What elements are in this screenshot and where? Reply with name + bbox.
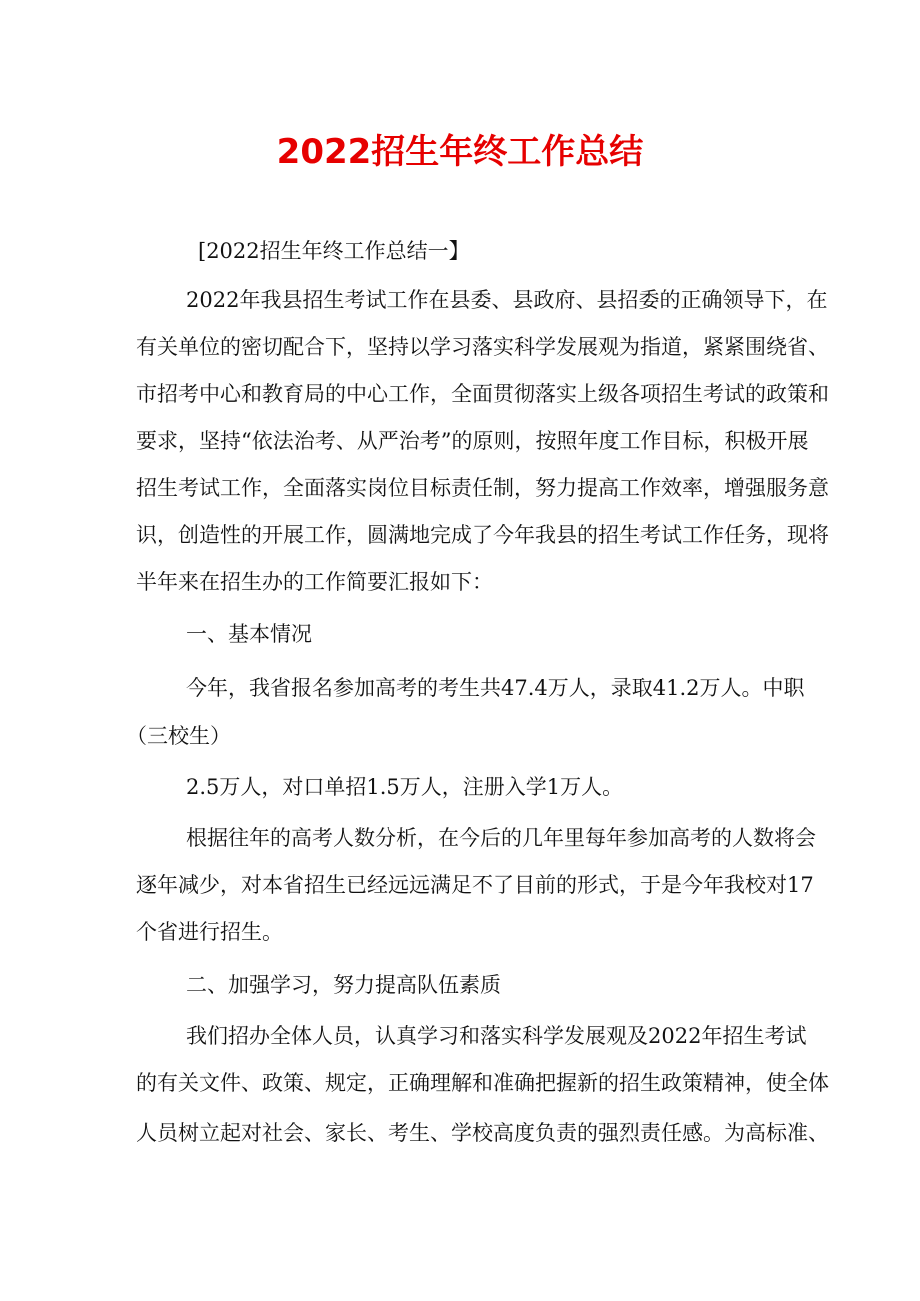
paragraph-line: 有关单位的密切配合下，坚持以学习落实科学发展观为指道，紧紧围绕省、 [136,335,829,359]
paragraph-line: 半年来在招生办的工作简要汇报如下： [136,570,493,594]
section-heading: 二、加强学习，努力提高队伍素质 [186,973,501,997]
paragraph-line: （三校生） [126,724,231,748]
paragraph-line: 招生考试工作，全面落实岗位目标责任制，努力提高工作效率，增强服务意 [136,476,829,500]
paragraph-line: 2.5万人，对口单招1.5万人，注册入学1万人。 [186,775,624,799]
paragraph-line: 今年，我省报名参加高考的考生共47.4万人，录取41.2万人。中职 [186,676,805,700]
paragraph-line: 识，创造性的开展工作，圆满地完成了今年我县的招生考试工作任务，现将 [136,523,829,547]
paragraph-line: 2022年我县招生考试工作在县委、县政府、县招委的正确领导下，在 [186,288,828,312]
section-heading: 一、基本情况 [186,622,312,646]
paragraph-line: 根据往年的高考人数分析，在今后的几年里每年参加高考的人数将会 [186,826,816,850]
document-title: 2022招生年终工作总结 [276,132,644,172]
paragraph-line: 个省进行招生。 [136,920,283,944]
section-subtitle: [2022招生年终工作总结一】 [198,239,470,263]
paragraph-line: 逐年减少，对本省招生已经远远满足不了目前的形式，于是今年我校对17 [136,873,814,897]
paragraph-line: 要求，坚持“依法治考、从严治考”的原则，按照年度工作目标，积极开展 [136,429,809,453]
paragraph-line: 人员树立起对社会、家长、考生、学校高度负责的强烈责任感。为高标准、 [136,1121,829,1145]
paragraph-line: 的有关文件、政策、规定，正确理解和准确把握新的招生政策精神，使全体 [136,1071,829,1095]
paragraph-line: 市招考中心和教育局的中心工作，全面贯彻落实上级各项招生考试的政策和 [136,382,829,406]
paragraph-line: 我们招办全体人员，认真学习和落实科学发展观及2022年招生考试 [186,1024,807,1048]
